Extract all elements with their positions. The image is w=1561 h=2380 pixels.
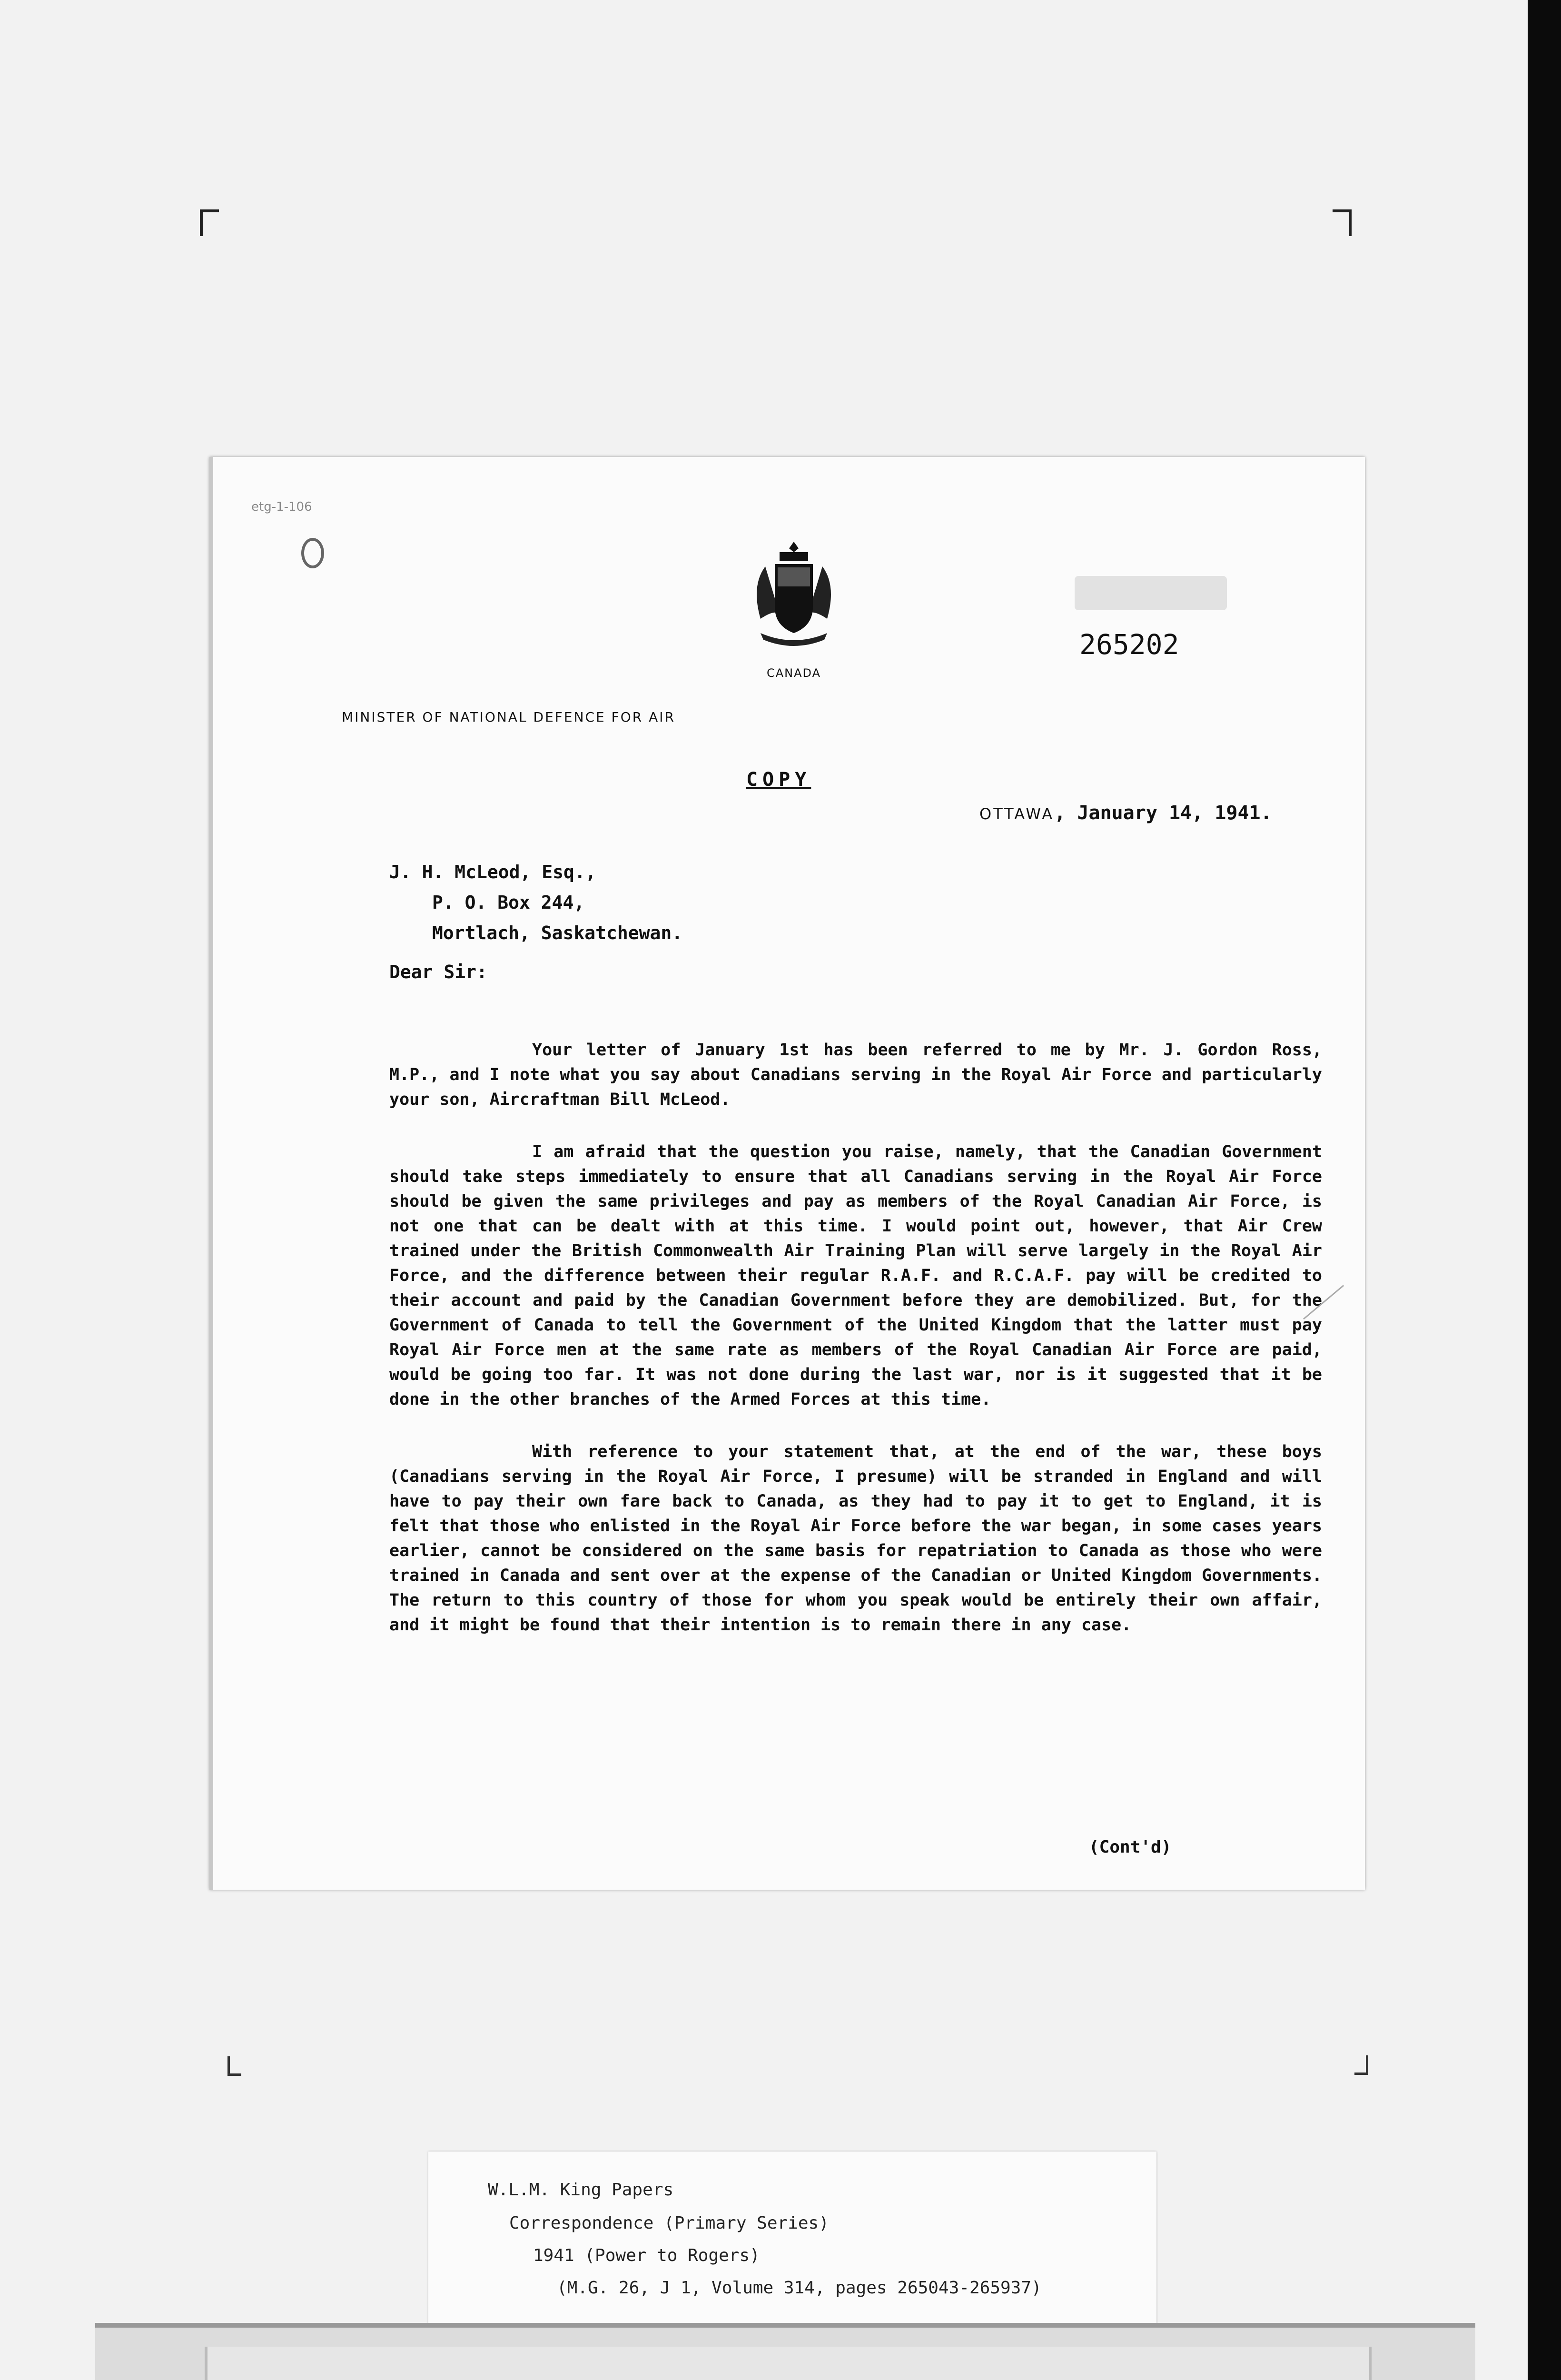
salutation: Dear Sir: <box>389 962 487 982</box>
reference-line: (M.G. 26, J 1, Volume 314, pages 265043-265937) <box>557 2278 1042 2298</box>
faded-stamp <box>1075 576 1227 610</box>
letter-body <box>389 1038 1322 1665</box>
crest-caption: CANADA <box>766 666 821 680</box>
recipient-address <box>389 857 682 948</box>
date-text: , January 14, 1941. <box>1054 802 1272 824</box>
reference-line: 1941 (Power to Rogers) <box>533 2246 760 2265</box>
copy-label: COPY <box>746 769 811 791</box>
continued-note: (Cont'd) <box>1089 1837 1172 1857</box>
address-line: J. H. McLeod, Esq., <box>389 862 596 883</box>
crop-mark-top-left <box>200 209 219 236</box>
reference-card <box>428 2152 1156 2332</box>
letter-page <box>209 457 1365 1890</box>
crop-mark-bottom-right <box>1354 2055 1368 2075</box>
body-paragraph: I am afraid that the question you raise, namely, that the Canadian Government should take steps immediately to ensure that all Canadians serving in the Royal Air Force should be given the same privileges and pay as members of the Royal Canadian Air Force, is not one that can be dealt with at this time. I would point out, however, that Air Crew trained under the British Commonwealth Air Training Plan will serve largely in the Royal Air Force, and the difference between their regular R.A.F. and R.C.A.F. pay will be credited to their account and paid by the Canadian Government before they are demobilized. But, for the Government of Canada to tell the Government of the United Kingdom that the latter must pay Royal Air Force men at the same rate as members of the Royal Canadian Air Force are paid, would be going too far. It was not done during the last war, nor is it suggested that it be done in the other branches of the Armed Forces at this time. <box>389 1142 1322 1409</box>
coat-of-arms-icon <box>746 538 841 652</box>
address-line: P. O. Box 244, <box>432 892 585 913</box>
crop-mark-bottom-left <box>227 2056 241 2076</box>
date-line <box>979 802 1272 824</box>
punch-hole <box>301 538 324 568</box>
crop-mark-top-right <box>1333 209 1352 236</box>
letterhead-title: MINISTER OF NATIONAL DEFENCE FOR AIR <box>342 709 676 725</box>
film-frame-edge <box>1528 0 1561 2380</box>
body-paragraph: With reference to your statement that, at the end of the war, these boys (Canadians serving in the Royal Air Force, I presume) will be stranded in England and will have to pay their own fare back to Canada, as they had to pay it to get to England, it is felt that those who enlisted in the Royal Air Force before the war began, in some cases years earlier, cannot be considered on the same basis for repatriation to Canada as those who were trained in Canada and sent over at the expense of the Canadian or United Kingdom Governments. The return to this country of those for whom you speak would be entirely their own affair, and it might be found that their intention is to remain there in any case. <box>389 1442 1322 1635</box>
document-number: 265202 <box>1079 628 1179 661</box>
reference-line: W.L.M. King Papers <box>488 2180 674 2200</box>
reference-line: Correspondence (Primary Series) <box>509 2213 829 2233</box>
date-city: OTTAWA <box>979 805 1055 823</box>
archives-label-inner <box>205 2347 1372 2380</box>
body-paragraph: Your letter of January 1st has been referred to me by Mr. J. Gordon Ross, M.P., and I note what you say about Canadians serving in the Royal Air Force and particularly your son, Aircraftman Bill McLeod. <box>389 1041 1322 1109</box>
archives-label-box <box>95 2323 1475 2380</box>
address-line: Mortlach, Saskatchewan. <box>432 922 683 943</box>
margin-scribble: etg-1-106 <box>251 500 312 514</box>
